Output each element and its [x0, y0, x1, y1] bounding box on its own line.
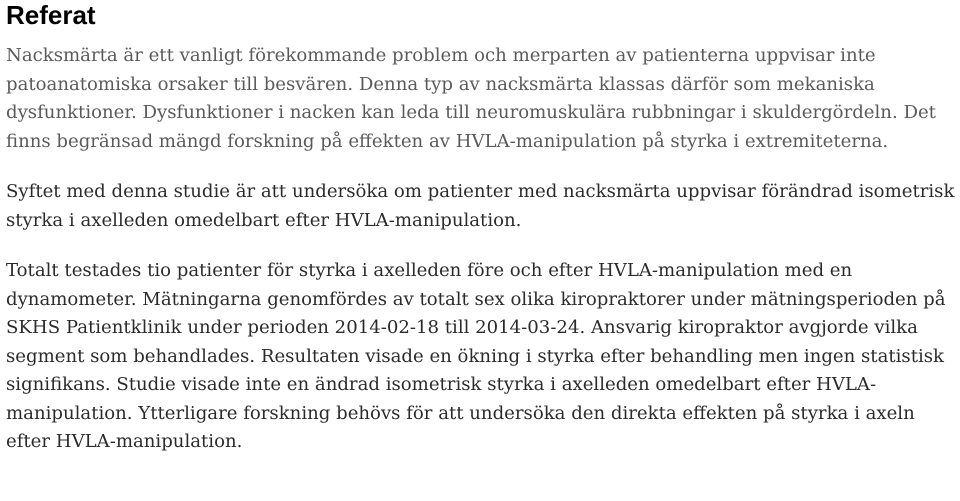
section-heading: Referat — [6, 0, 96, 30]
paragraph-method-results: Totalt testades tio patienter för styrka i axelleden före och efter HVLA-manipulation med en dynamometer. Mätningarna genomfördes av totalt sex olika kiropraktorer under mätningsperioden på SKHS Patientklinik under perioden 2014-02-18 till 2014-03-24. Ansvarig kiropraktor avgjorde vilka segment som behandlades. Resultaten visade en ökning i styrka efter behandling men ingen statistisk signifikans. Studie visade inte en ändrad isometrisk styrka i axelleden omedelbart efter HVLA-manipulation. Ytterligare forskning behövs för att undersöka den direkta effekten på styrka i axeln efter HVLA-manipulation. — [6, 260, 946, 452]
document-page — [6, 0, 956, 457]
paragraph-background: Nacksmärta är ett vanligt förekommande problem och merparten av patienterna uppvisar inte patoanatomiska orsaker till besvären. Denna typ av nacksmärta klassas därför som mekaniska dysfunktioner. Dysfunktioner i nacken kan leda till neuromuskulära rubbningar i skuldergördeln. Det finns begränsad mängd forskning på effekten av HVLA-manipulation på styrka i extremiteterna. — [6, 45, 936, 152]
paragraph-aim: Syftet med denna studie är att undersöka om patienter med nacksmärta uppvisar förändrad isometrisk styrka i axelleden omedelbart efter HVLA-manipulation. — [6, 181, 955, 231]
